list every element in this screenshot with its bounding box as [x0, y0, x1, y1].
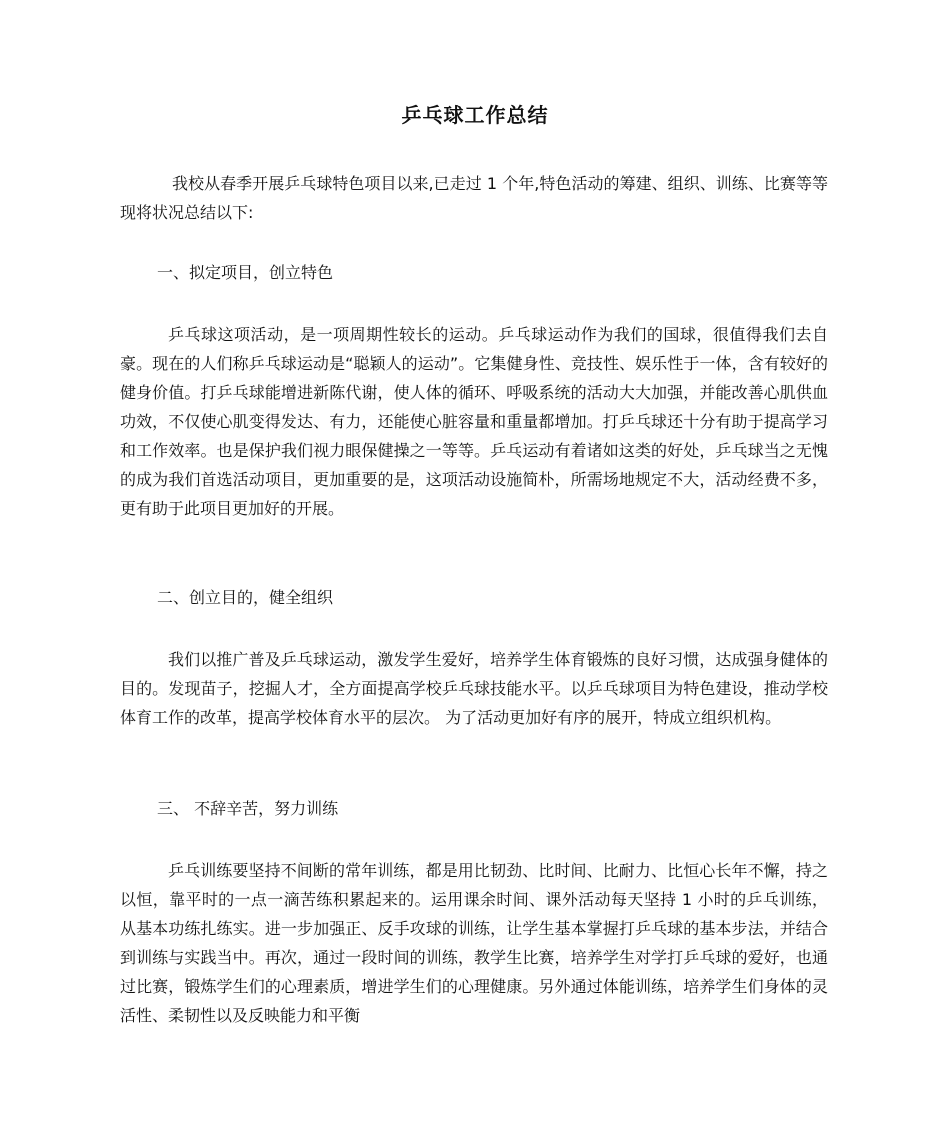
section-body-2: 我们以推广普及乒乓球运动，激发学生爱好，培养学生体育锻炼的良好习惯，达成强身健体的目的。发现苗子，挖掘人才，全方面提高学校乒乓球技能水平。以乒乓球项目为特色建设，推动学校体育工作的改革，提高学校体育水平的层次。 为了活动更加好有序的展开，特成立组织机构。: [120, 650, 828, 727]
section-heading-1: 一、拟定项目，创立特色: [157, 263, 334, 282]
section-body-1: 乒乓球这项活动，是一项周期性较长的运动。乒乓球运动作为我们的国球，很值得我们去自豪。现在的人们称乒乓球运动是“聪颖人的运动”。它集健身性、竞技性、娱乐性于一体，含有较好的健身价值。打乒乓球能增进新陈代谢，使人体的循环、呼吸系统的活动大大加强，并能改善心肌供血功效，不仅使心肌变得发达、有力，还能使心脏容量和重量都增加。打乒乓球还十分有助于提高学习和工作效率。也是保护我们视力眼保健操之一等等。乒乓运动有着诸如这类的好处，乒乓球当之无愧的成为我们首选活动项目，更加重要的是，这项活动设施简朴，所需场地规定不大，活动经费不多，更有助于此项目更加好的开展。: [120, 325, 828, 518]
intro-paragraph: 我校从春季开展乒乓球特色项目以来,已走过 1 个年,特色活动的筹建、组织、训练、比赛等等现将状况总结以下:: [120, 174, 828, 222]
section-heading-3: 三、 不辞辛苦，努力训练: [157, 799, 339, 818]
section-heading-2: 二、创立目的，健全组织: [157, 588, 334, 607]
section-body-3: 乒乓训练要坚持不间断的常年训练，都是用比韧劲、比时间、比耐力、比恒心长年不懈，持之以恒，靠平时的一点一滴苦练积累起来的。运用课余时间、课外活动每天坚持 1 小时的乒乓训练，从基本功练扎练实。进一步加强正、反手攻球的训练，让学生基本掌握打乒乓球的基本步法，并结合到训练与实践当中。再次，通过一段时间的训练，教学生比赛，培养学生对学打乒乓球的爱好，也通过比赛，锻炼学生们的心理素质，增进学生们的心理健康。另外通过体能训练，培养学生们身体的灵活性、柔韧性以及反映能力和平衡: [120, 861, 828, 1025]
document-title: 乒乓球工作总结: [401, 103, 549, 127]
